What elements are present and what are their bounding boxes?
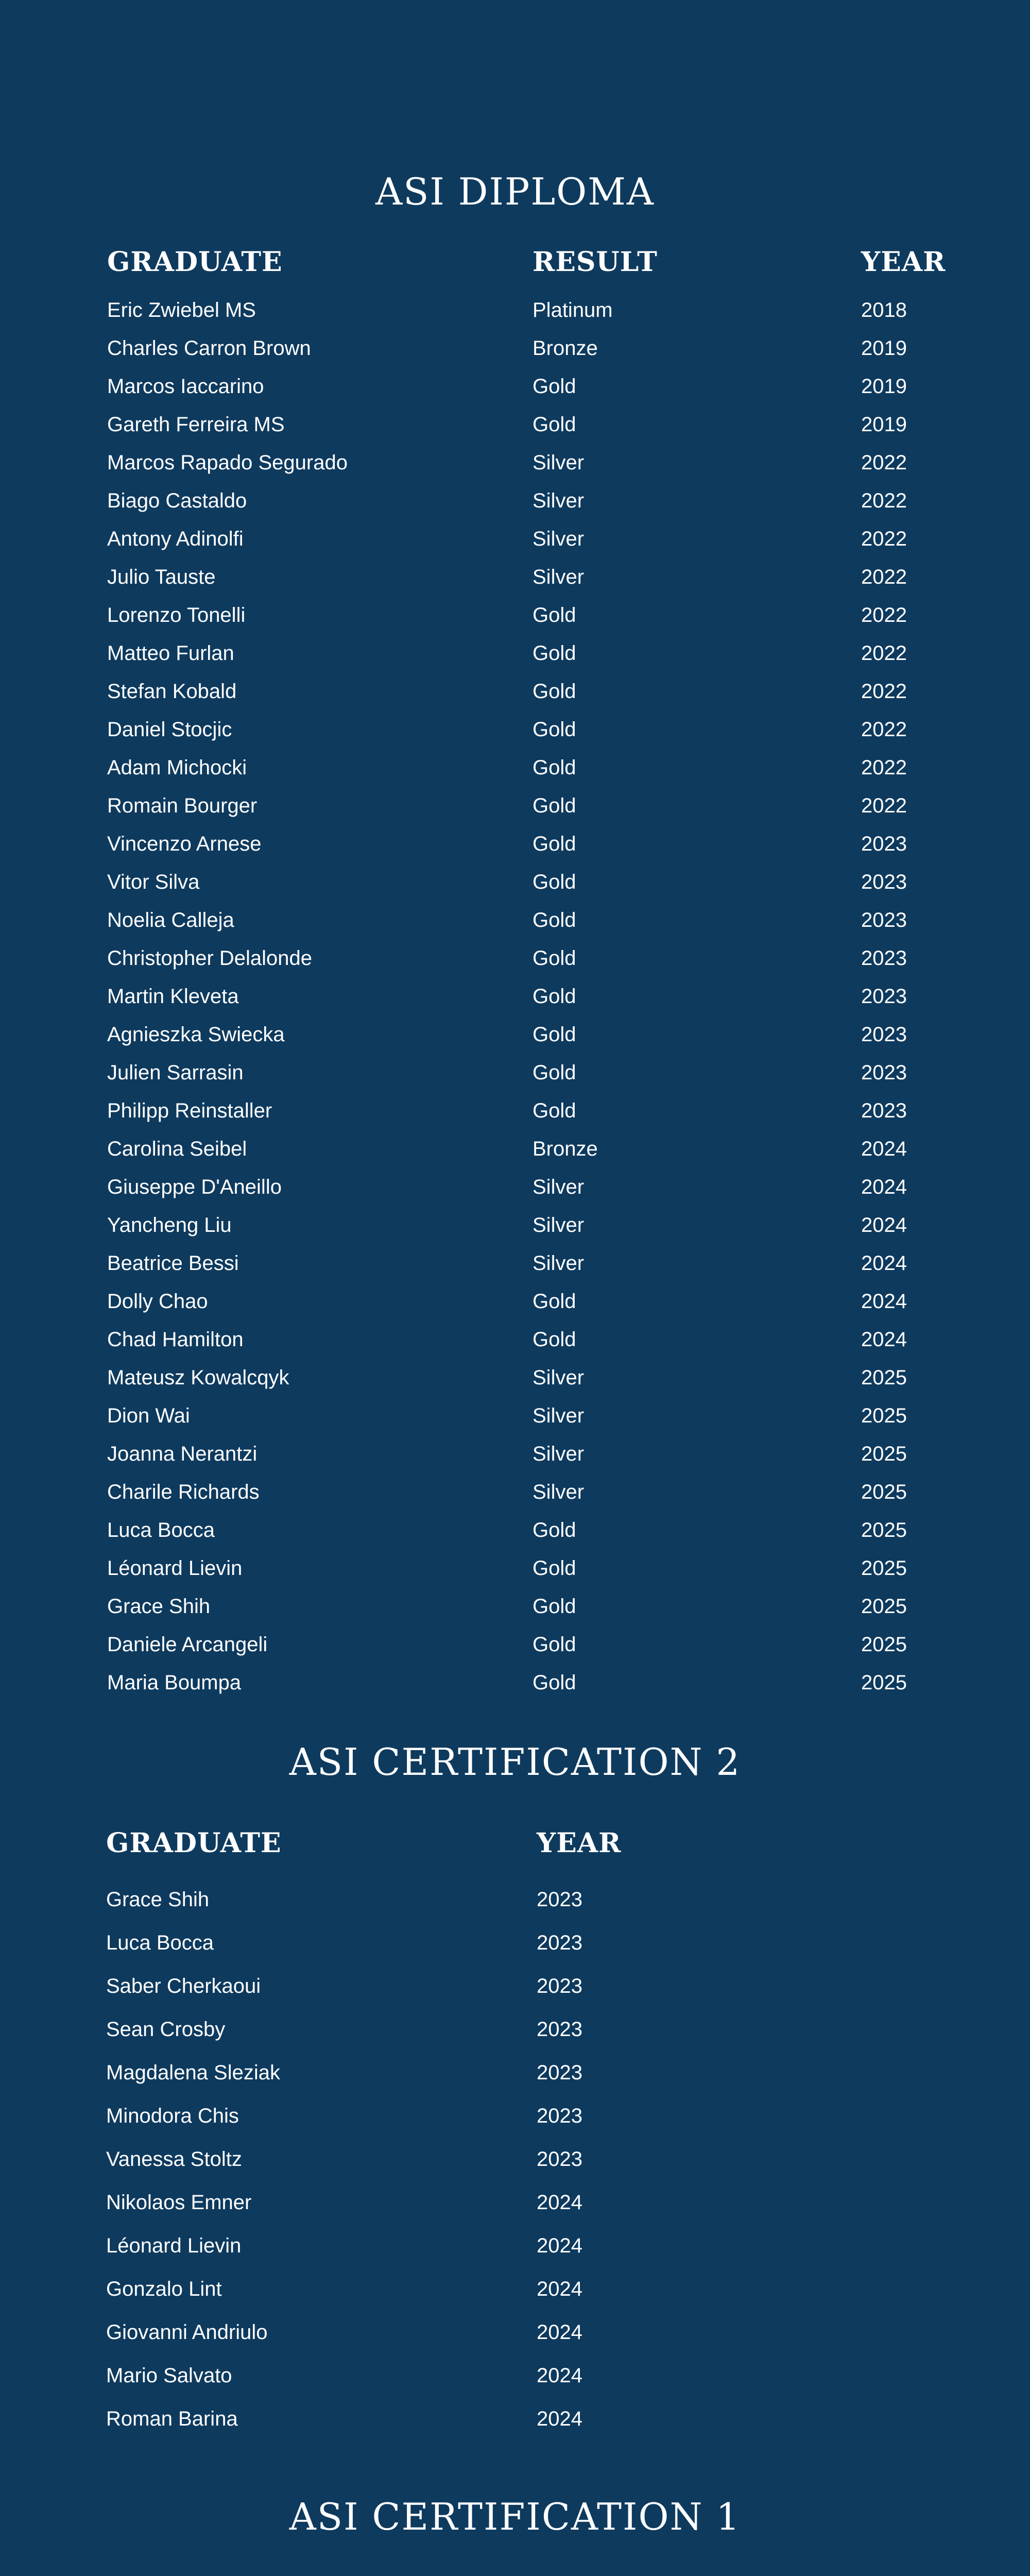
table-row <box>0 485 1030 516</box>
year-value: 2025 <box>861 1366 907 1389</box>
table-row <box>0 2230 1030 2261</box>
graduate-name: Martin Kleveta <box>107 985 239 1008</box>
table-row <box>0 790 1030 821</box>
graduate-name: Léonard Lievin <box>106 2234 242 2257</box>
result-value: Silver <box>533 1443 585 1465</box>
table-row <box>0 523 1030 554</box>
graduate-name: Giovanni Andriulo <box>106 2321 268 2344</box>
section-title-cert1: ASI CERTIFICATION 1 <box>289 2495 741 2538</box>
table-row <box>0 2014 1030 2045</box>
graduate-name: Gareth Ferreira MS <box>107 413 285 436</box>
table-row <box>0 2144 1030 2175</box>
result-value: Gold <box>533 375 576 398</box>
graduate-name: Stefan Kobald <box>107 680 237 703</box>
graduate-name: Mateusz Kowalcqyk <box>107 1366 289 1389</box>
table-row <box>0 943 1030 974</box>
result-value: Gold <box>533 1023 576 1046</box>
table-row <box>0 714 1030 745</box>
graduate-name: Eric Zwiebel MS <box>107 299 256 321</box>
table-row <box>0 1400 1030 1431</box>
graduate-name: Lorenzo Tonelli <box>107 604 246 626</box>
graduate-name: Léonard Lievin <box>107 1557 243 1580</box>
year-value: 2022 <box>861 718 907 741</box>
result-value: Gold <box>533 718 576 741</box>
year-value: 2023 <box>537 2105 582 2127</box>
result-value: Gold <box>533 1290 576 1313</box>
result-value: Gold <box>533 794 576 817</box>
result-value: Gold <box>533 1595 576 1618</box>
graduate-name: Sean Crosby <box>106 2018 226 2041</box>
table-row <box>0 2360 1030 2391</box>
result-value: Bronze <box>533 337 598 360</box>
table-row <box>0 295 1030 326</box>
graduate-name: Agnieszka Swiecka <box>107 1023 285 1046</box>
year-value: 2023 <box>861 833 907 855</box>
year-value: 2025 <box>861 1404 907 1427</box>
table-row <box>0 600 1030 631</box>
result-value: Bronze <box>533 1138 598 1160</box>
result-value: Silver <box>533 1404 585 1427</box>
graduate-name: Vitor Silva <box>107 871 200 893</box>
year-value: 2022 <box>861 451 907 474</box>
col-header-result: RESULT <box>533 246 658 278</box>
table-row <box>0 409 1030 440</box>
result-value: Gold <box>533 909 576 931</box>
graduate-name: Dion Wai <box>107 1404 190 1427</box>
section-title-cert2: ASI CERTIFICATION 2 <box>289 1740 741 1784</box>
result-value: Gold <box>533 1061 576 1084</box>
graduate-name: Charile Richards <box>107 1481 260 1503</box>
year-value: 2024 <box>861 1176 907 1198</box>
year-value: 2025 <box>861 1519 907 1541</box>
table-row <box>0 905 1030 936</box>
result-value: Gold <box>533 642 576 665</box>
graduate-name: Daniele Arcangeli <box>107 1633 268 1656</box>
graduate-name: Luca Bocca <box>106 1931 214 1954</box>
graduate-name: Charles Carron Brown <box>107 337 311 360</box>
result-value: Silver <box>533 1366 585 1389</box>
graduate-name: Matteo Furlan <box>107 642 234 665</box>
graduate-name: Noelia Calleja <box>107 909 234 931</box>
graduate-name: Roman Barina <box>106 2408 238 2430</box>
table-row <box>0 2317 1030 2348</box>
table-row <box>0 1362 1030 1393</box>
graduate-name: Philipp Reinstaller <box>107 1099 272 1122</box>
table-row <box>0 1884 1030 1915</box>
year-value: 2025 <box>861 1633 907 1656</box>
graduate-name: Minodora Chis <box>106 2105 239 2127</box>
table-row <box>0 1591 1030 1622</box>
result-value: Silver <box>533 528 585 550</box>
result-value: Gold <box>533 756 576 779</box>
table-row <box>0 371 1030 402</box>
year-value: 2024 <box>537 2278 582 2300</box>
result-value: Silver <box>533 1176 585 1198</box>
year-value: 2023 <box>537 2148 582 2171</box>
year-value: 2025 <box>861 1443 907 1465</box>
year-value: 2023 <box>537 2018 582 2041</box>
graduate-name: Daniel Stocjic <box>107 718 232 741</box>
year-value: 2024 <box>861 1138 907 1160</box>
graduate-name: Antony Adinolfi <box>107 528 244 550</box>
table-row <box>0 1019 1030 1050</box>
year-value: 2023 <box>861 909 907 931</box>
year-value: 2022 <box>861 489 907 512</box>
result-value: Silver <box>533 1252 585 1275</box>
result-value: Silver <box>533 489 585 512</box>
year-value: 2022 <box>861 756 907 779</box>
result-value: Gold <box>533 947 576 970</box>
graduate-name: Luca Bocca <box>107 1519 215 1541</box>
table-row <box>0 1971 1030 2002</box>
table-row <box>0 2274 1030 2304</box>
result-value: Platinum <box>533 299 613 321</box>
result-value: Silver <box>533 566 585 588</box>
graduate-name: Romain Bourger <box>107 794 258 817</box>
table-row <box>0 447 1030 478</box>
year-value: 2023 <box>861 947 907 970</box>
year-value: 2023 <box>537 2061 582 2084</box>
table-row <box>0 981 1030 1012</box>
table-row <box>0 1477 1030 1507</box>
table-row <box>0 2057 1030 2088</box>
table-row <box>0 2100 1030 2131</box>
year-value: 2024 <box>537 2234 582 2257</box>
year-value: 2019 <box>861 413 907 436</box>
year-value: 2023 <box>861 871 907 893</box>
result-value: Gold <box>533 1099 576 1122</box>
result-value: Gold <box>533 985 576 1008</box>
year-value: 2023 <box>537 1931 582 1954</box>
year-value: 2024 <box>861 1290 907 1313</box>
year-value: 2025 <box>861 1481 907 1503</box>
table-row <box>0 638 1030 669</box>
graduate-name: Mario Salvato <box>106 2364 232 2387</box>
graduate-name: Chad Hamilton <box>107 1328 244 1351</box>
result-value: Gold <box>533 413 576 436</box>
year-value: 2024 <box>537 2191 582 2214</box>
graduate-name: Marcos Iaccarino <box>107 375 264 398</box>
col-header-year: YEAR <box>861 246 946 278</box>
graduate-name: Yancheng Liu <box>107 1214 232 1236</box>
table-row <box>0 1210 1030 1241</box>
result-value: Gold <box>533 604 576 626</box>
table-row <box>0 676 1030 707</box>
year-value: 2023 <box>861 1061 907 1084</box>
table-row <box>0 1095 1030 1126</box>
graduate-name: Biago Castaldo <box>107 489 247 512</box>
result-value: Silver <box>533 1481 585 1503</box>
table-row <box>0 1667 1030 1698</box>
table-row <box>0 1248 1030 1279</box>
table-row <box>0 1629 1030 1660</box>
result-value: Gold <box>533 680 576 703</box>
table-row <box>0 1057 1030 1088</box>
year-value: 2023 <box>861 985 907 1008</box>
graduate-name: Dolly Chao <box>107 1290 208 1313</box>
table-row <box>0 1515 1030 1546</box>
table-row <box>0 333 1030 364</box>
col-header-year: YEAR <box>537 1827 622 1859</box>
graduate-name: Nikolaos Emner <box>106 2191 252 2214</box>
result-value: Gold <box>533 1633 576 1656</box>
result-value: Silver <box>533 1214 585 1236</box>
table-row <box>0 867 1030 897</box>
year-value: 2022 <box>861 604 907 626</box>
graduate-name: Magdalena Sleziak <box>106 2061 280 2084</box>
year-value: 2022 <box>861 680 907 703</box>
table-row <box>0 1438 1030 1469</box>
graduate-name: Julio Tauste <box>107 566 216 588</box>
graduate-name: Gonzalo Lint <box>106 2278 222 2300</box>
result-value: Gold <box>533 1519 576 1541</box>
year-value: 2024 <box>861 1214 907 1236</box>
result-value: Gold <box>533 1328 576 1351</box>
year-value: 2025 <box>861 1595 907 1618</box>
graduate-name: Saber Cherkaoui <box>106 1975 261 1997</box>
year-value: 2024 <box>537 2321 582 2344</box>
graduate-name: Adam Michocki <box>107 756 247 779</box>
year-value: 2022 <box>861 642 907 665</box>
graduate-name: Julien Sarrasin <box>107 1061 244 1084</box>
col-header-graduate: GRADUATE <box>107 246 283 278</box>
table-row <box>0 828 1030 859</box>
result-value: Gold <box>533 871 576 893</box>
col-header-graduate: GRADUATE <box>106 1827 282 1859</box>
year-value: 2023 <box>537 1975 582 1997</box>
graduate-name: Joanna Nerantzi <box>107 1443 258 1465</box>
result-value: Gold <box>533 833 576 855</box>
year-value: 2022 <box>861 566 907 588</box>
year-value: 2024 <box>861 1252 907 1275</box>
graduate-name: Carolina Seibel <box>107 1138 247 1160</box>
table-row <box>0 752 1030 783</box>
table-row <box>0 1286 1030 1317</box>
table-row <box>0 562 1030 592</box>
table-row <box>0 1927 1030 1958</box>
graduate-name: Giuseppe D'Aneillo <box>107 1176 282 1198</box>
graduate-name: Grace Shih <box>107 1595 211 1618</box>
graduate-name: Maria Boumpa <box>107 1671 242 1694</box>
graduate-name: Vanessa Stoltz <box>106 2148 242 2171</box>
graduate-name: Beatrice Bessi <box>107 1252 239 1275</box>
result-value: Gold <box>533 1557 576 1580</box>
year-value: 2025 <box>861 1557 907 1580</box>
table-row <box>0 2187 1030 2218</box>
table-row <box>0 1553 1030 1584</box>
year-value: 2022 <box>861 528 907 550</box>
table-row <box>0 1133 1030 1164</box>
result-value: Gold <box>533 1671 576 1694</box>
year-value: 2019 <box>861 337 907 360</box>
graduate-name: Marcos Rapado Segurado <box>107 451 348 474</box>
table-row <box>0 1324 1030 1355</box>
graduate-name: Vincenzo Arnese <box>107 833 262 855</box>
graduate-name: Christopher Delalonde <box>107 947 313 970</box>
year-value: 2025 <box>861 1671 907 1694</box>
year-value: 2019 <box>861 375 907 398</box>
graduate-name: Grace Shih <box>106 1888 210 1911</box>
year-value: 2023 <box>861 1023 907 1046</box>
year-value: 2024 <box>861 1328 907 1351</box>
section-title-diploma: ASI DIPLOMA <box>375 170 655 213</box>
year-value: 2018 <box>861 299 907 321</box>
year-value: 2024 <box>537 2364 582 2387</box>
year-value: 2022 <box>861 794 907 817</box>
table-row <box>0 2403 1030 2434</box>
year-value: 2024 <box>537 2408 582 2430</box>
result-value: Silver <box>533 451 585 474</box>
year-value: 2023 <box>537 1888 582 1911</box>
year-value: 2023 <box>861 1099 907 1122</box>
table-row <box>0 1172 1030 1202</box>
